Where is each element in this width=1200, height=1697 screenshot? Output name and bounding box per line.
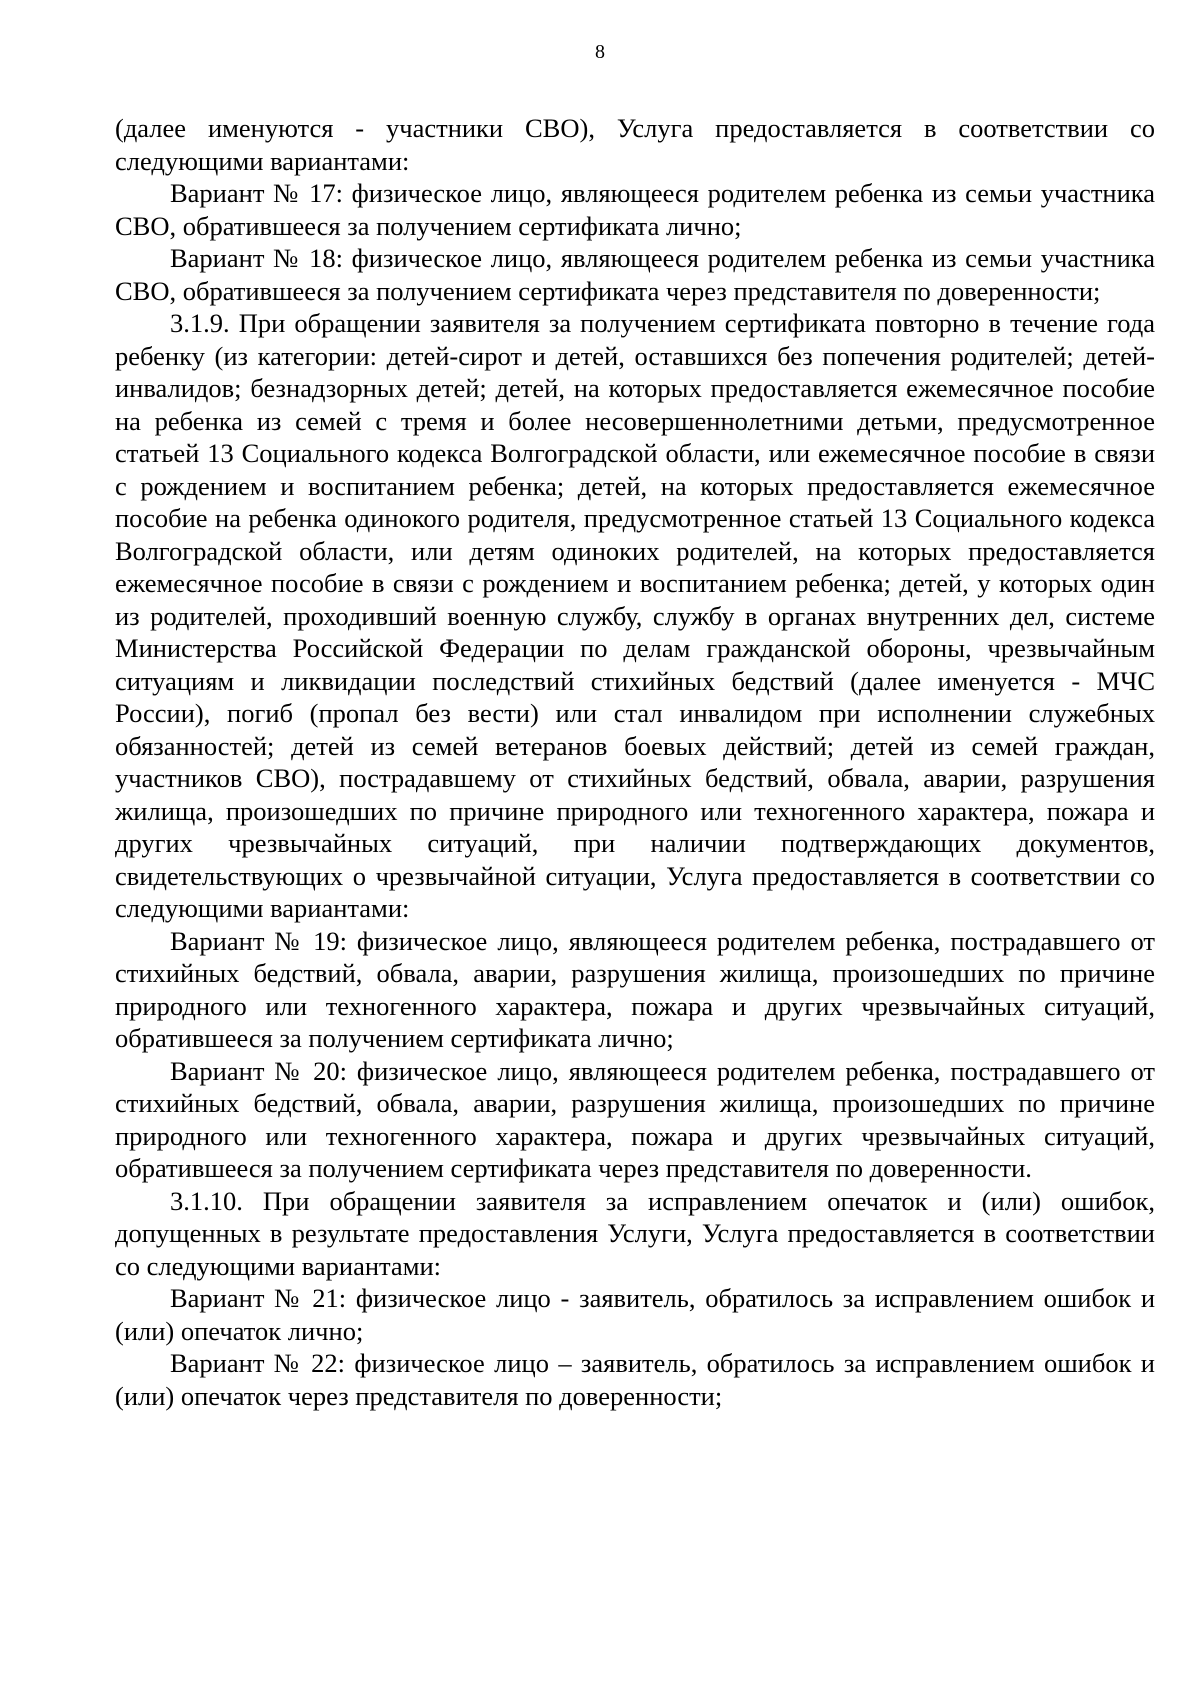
paragraph-section-3-1-9: 3.1.9. При обращении заявителя за получением сертификата повторно в течение года ребенку (из категории: детей-сирот и детей, оставшихся без попечения родителей; детей-инвалидов; безнадзорных детей; детей, на которых предоставляется ежемесячное пособие на ребенка из семей с тремя и более несовершеннолетними детьми, предусмотренное статьей 13 Социального кодекса Волгоградской области, или ежемесячное пособие в связи с рождением и воспитанием ребенка; детей, на которых предоставляется ежемесячное пособие на ребенка одинокого родителя, предусмотренное статьей 13 Социального кодекса Волгоградской области, или детям одиноких родителей, на которых предоставляется ежемесячное пособие в связи с рождением и воспитанием ребенка; детей, у которых один из родителей, проходивший военную службу, службу в органах внутренних дел, системе Министерства Российской Федерации по делам гражданской обороны, чрезвычайным ситуациям и ликвидации последствий стихийных бедствий (далее именуется - МЧС России), погиб (пропал без вести) или стал инвалидом при исполнении служебных обязанностей; детей из семей ветеранов боевых действий; детей из семей граждан, участников СВО), пострадавшему от стихийных бедствий, обвала, аварии, разрушения жилища, произошедших по причине природного или техногенного характера, пожара и других чрезвычайных ситуаций, при наличии подтверждающих документов, свидетельствующих о чрезвычайной ситуации, Услуга предоставляется в соответствии со следующими вариантами: <box>115 308 1155 923</box>
paragraph-section-3-1-10: 3.1.10. При обращении заявителя за исправлением опечаток и (или) ошибок, допущенных в результате предоставления Услуги, Услуга предоставляется в соответствии со следующими вариантами: <box>115 1185 1155 1281</box>
page-number: 8 <box>595 41 605 63</box>
paragraph-intro: (далее именуются - участники СВО), Услуга предоставляется в соответствии со следующими вариантами: <box>115 113 1155 176</box>
paragraph-variant-21: Вариант № 21: физическое лицо - заявитель, обратилось за исправлением ошибок и (или) опечаток лично; <box>115 1283 1155 1346</box>
paragraph-variant-22: Вариант № 22: физическое лицо – заявитель, обратилось за исправлением ошибок и (или) опечаток через представителя по доверенности; <box>115 1348 1155 1411</box>
paragraph-variant-17: Вариант № 17: физическое лицо, являющееся родителем ребенка из семьи участника СВО, обратившееся за получением сертификата лично; <box>115 178 1155 241</box>
paragraph-variant-18: Вариант № 18: физическое лицо, являющееся родителем ребенка из семьи участника СВО, обратившееся за получением сертификата через представителя по доверенности; <box>115 243 1155 306</box>
document-body <box>115 112 1155 1412</box>
paragraph-variant-19: Вариант № 19: физическое лицо, являющееся родителем ребенка, пострадавшего от стихийных бедствий, обвала, аварии, разрушения жилища, произошедших по причине природного или техногенного характера, пожара и других чрезвычайных ситуаций, обратившееся за получением сертификата лично; <box>115 925 1155 1053</box>
paragraph-variant-20: Вариант № 20: физическое лицо, являющееся родителем ребенка, пострадавшего от стихийных бедствий, обвала, аварии, разрушения жилища, произошедших по причине природного или техногенного характера, пожара и других чрезвычайных ситуаций, обратившееся за получением сертификата через представителя по доверенности. <box>115 1055 1155 1183</box>
